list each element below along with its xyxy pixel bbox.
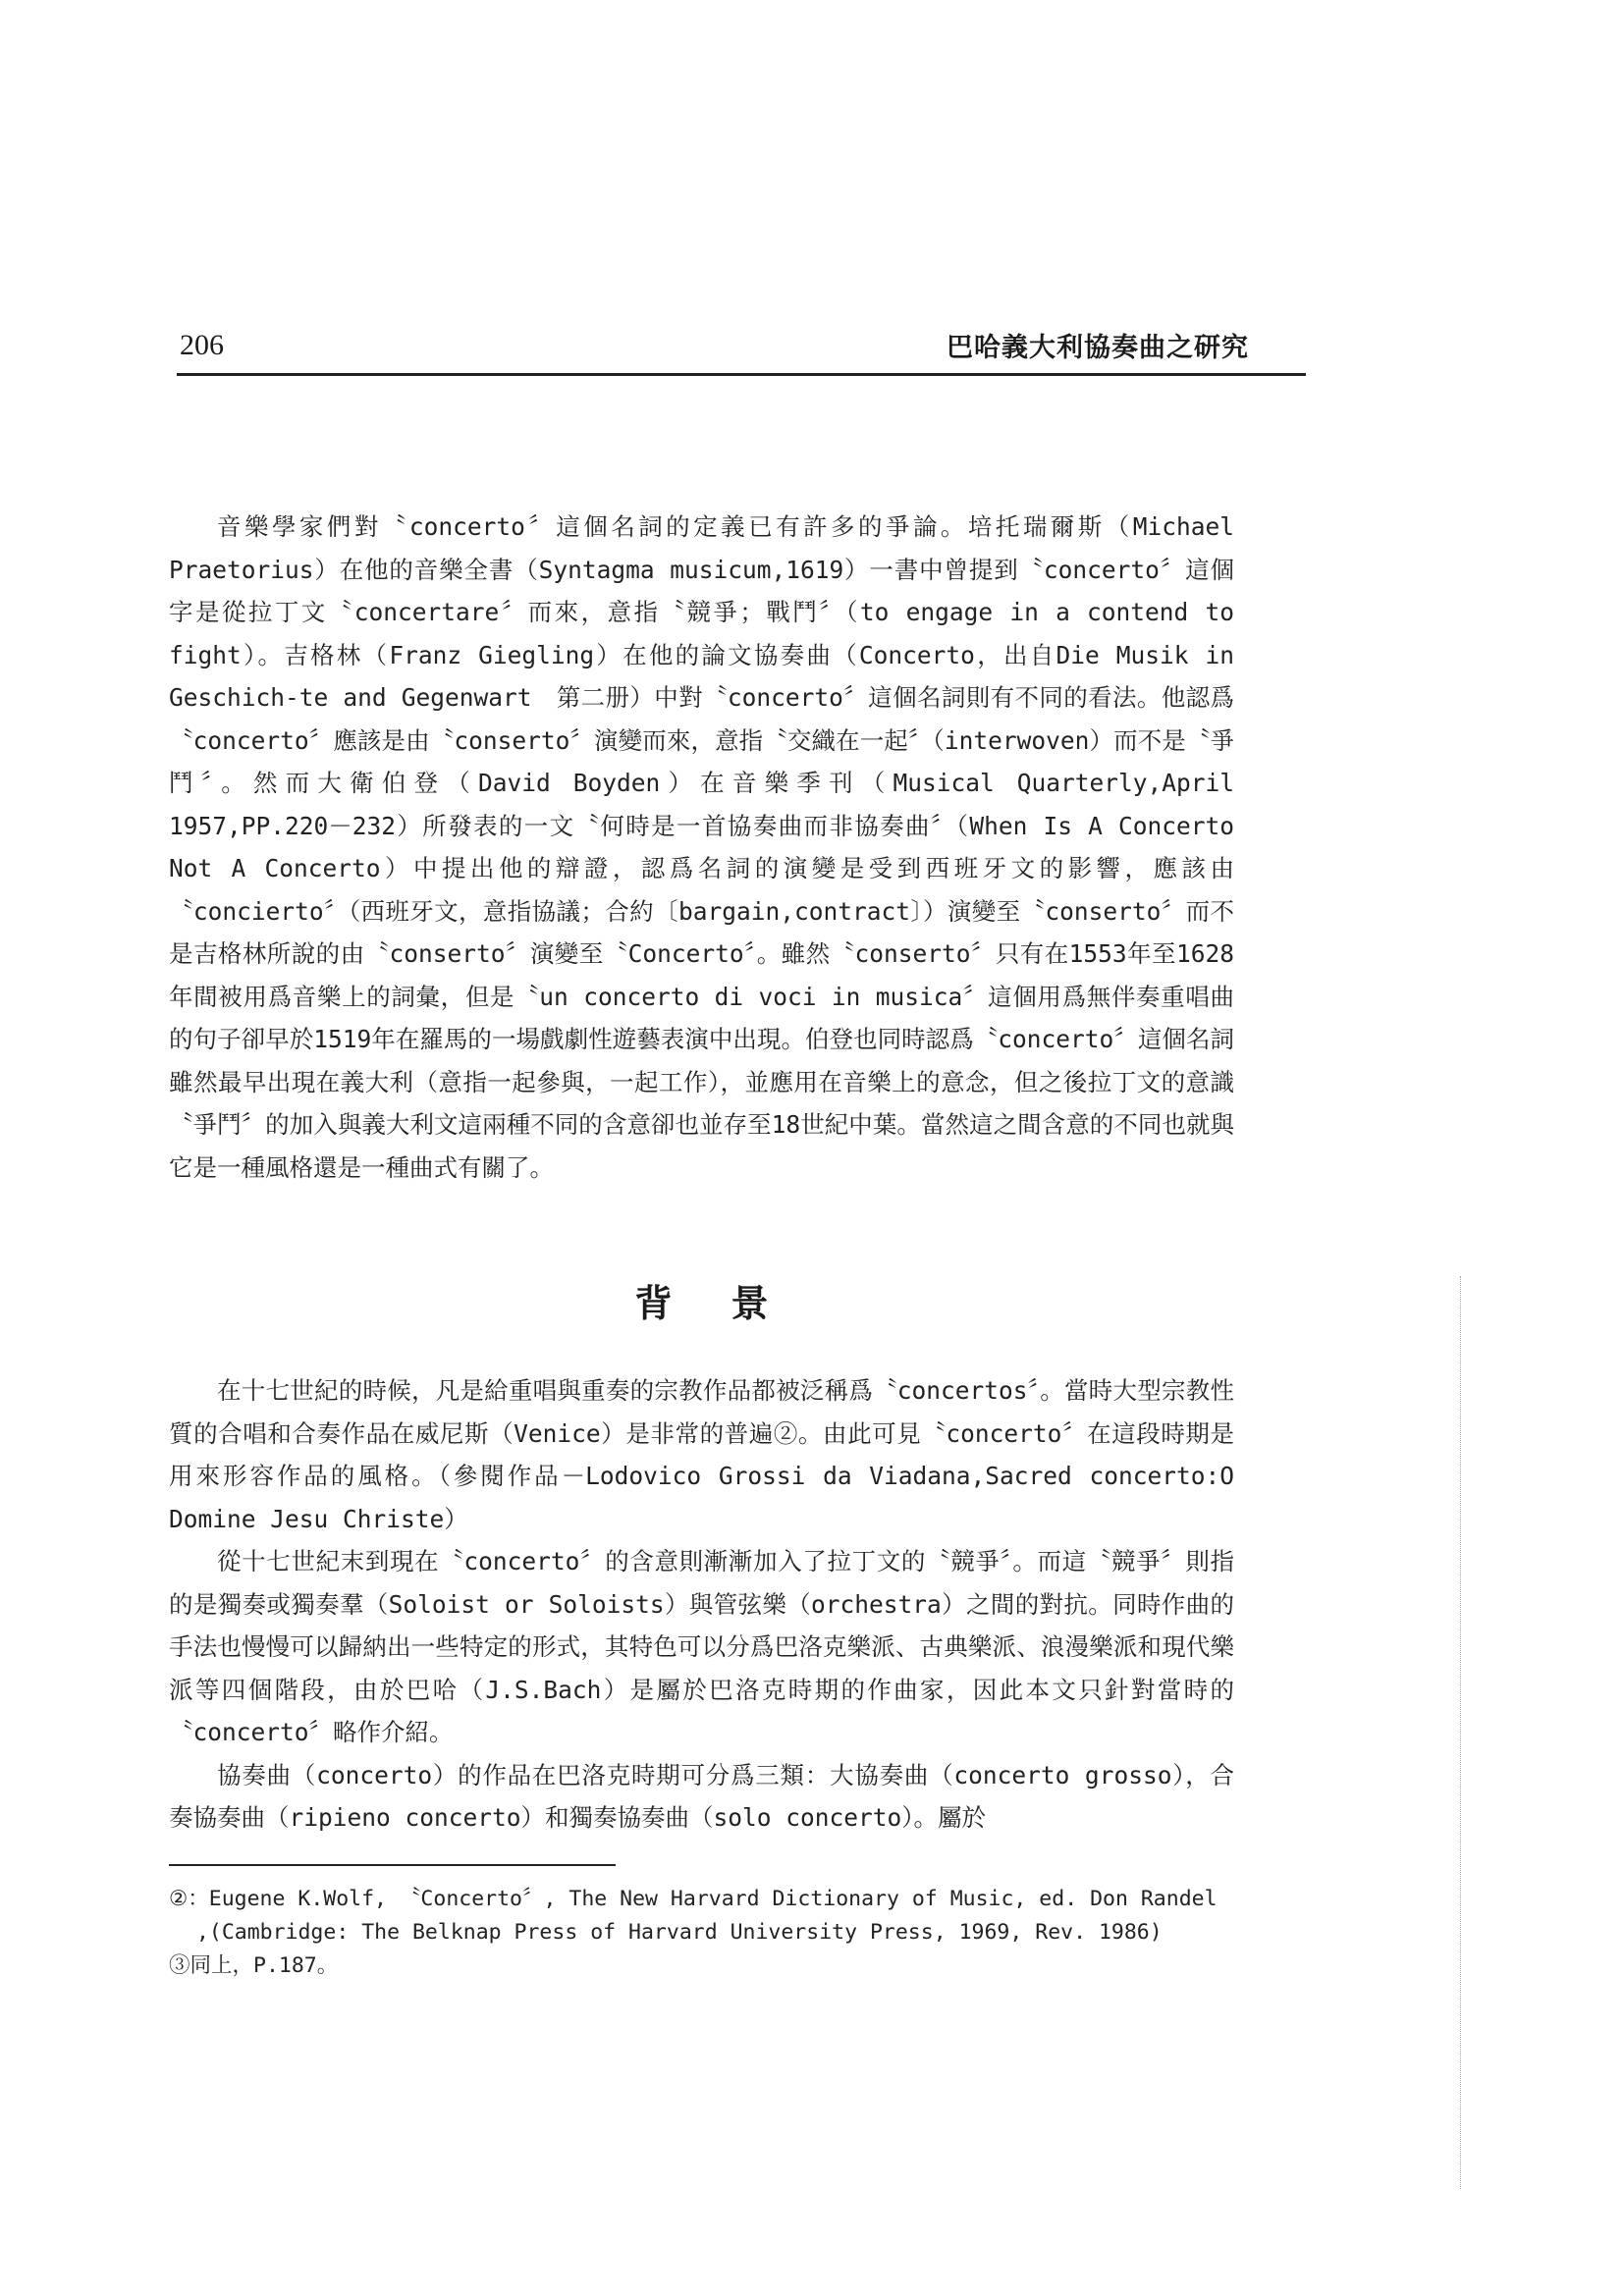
paragraph-baroque-types: 協奏曲（concerto）的作品在巴洛克時期可分爲三類：大協奏曲（concerto grosso），合奏協奏曲（ripieno concerto）和獨奏協奏曲（solo concerto）。屬於 (169, 1760, 1234, 1832)
footnote-2: ②：Eugene K.Wolf, 〝Concerto〞, The New Harvard Dictionary of Music, ed. Don Randel ,(Cambridge: The Belknap Press of Harvard University Press, 1969, Rev. 1986) (169, 1887, 1218, 1945)
page-number: 206 (180, 329, 224, 361)
section-heading-background: 背景 (634, 1282, 828, 1325)
header-rule (177, 373, 1306, 376)
running-title: 巴哈義大利協奏曲之研究 (947, 333, 1249, 363)
paragraph-late-seventeenth-century: 從十七世紀末到現在〝concerto〞的含意則漸漸加入了拉丁文的〝競爭〞。而這〝競爭〞則指的是獨奏或獨奏羣（Soloist or Soloists）與管弦樂（orchestra）之間的對抗。同時作曲的手法也慢慢可以歸納出一些特定的形式，其特色可以分爲巴洛克樂派、古典樂派、浪漫樂派和現代樂派等四個階段，由於巴哈（J.S.Bach）是屬於巴洛克時期的作曲家，因此本文只針對當時的〝concerto〞略作介紹。 (169, 1547, 1234, 1746)
opening-section (169, 506, 1234, 1189)
background-section (169, 1369, 1234, 1840)
paragraph-seventeenth-century: 在十七世紀的時候，凡是給重唱與重奏的宗教作品都被泛稱爲〝concertos〞。當時大型宗教性質的合唱和合奏作品在威尼斯（Venice）是非常的普遍②。由此可見〝concerto〞在這段時期是用來形容作品的風格。（參閱作品－Lodovico Grossi da Viadana,Sacred concerto:O Domine Jesu Christe） (169, 1376, 1234, 1533)
footnote-3: ③同上，P.187。 (169, 1953, 339, 1978)
footnotes (169, 1883, 1234, 1983)
footnote-rule (169, 1864, 616, 1866)
margin-scan-line (1460, 1276, 1461, 2189)
paragraph-concerto-etymology: 音樂學家們對〝concerto〞這個名詞的定義已有許多的爭論。培托瑞爾斯（Michael Praetorius）在他的音樂全書（Syntagma musicum,1619）一書中曾提到〝concerto〞這個字是從拉丁文〝concertare〞而來，意指〝競爭；戰鬥〞（to engage in a contend to fight）。吉格林（Franz Giegling）在他的論文協奏曲（Concerto，出自Die Musik in Geschich-te and Gegenwart 第二册）中對〝concerto〞這個名詞則有不同的看法。他認爲〝concerto〞應該是由〝conserto〞演變而來，意指〝交織在一起〞（interwoven）而不是〝爭鬥〞。然而大衛伯登（David Boyden）在音樂季刊（Musical Quarterly,April 1957,PP.220－232）所發表的一文〝何時是一首協奏曲而非協奏曲〞（When Is A Concerto Not A Concerto）中提出他的辯證，認爲名詞的演變是受到西班牙文的影響，應該由〝concierto〞（西班牙文，意指協議；合約〔bargain,contract〕）演變至〝conserto〞而不是吉格林所說的由〝conserto〞演變至〝Concerto〞。雖然〝conserto〞只有在1553年至1628年間被用爲音樂上的詞彙，但是〝un concerto di voci in musica〞這個用爲無伴奏重唱曲的句子卻早於1519年在羅馬的一場戲劇性遊藝表演中出現。伯登也同時認爲〝concerto〞這個名詞雖然最早出現在義大利（意指一起參與，一起工作），並應用在音樂上的意念，但之後拉丁文的意識〝爭鬥〞的加入與義大利文這兩種不同的含意卻也並存至18世紀中葉。當然這之間含意的不同也就與它是一種風格還是一種曲式有關了。 (169, 512, 1234, 1182)
